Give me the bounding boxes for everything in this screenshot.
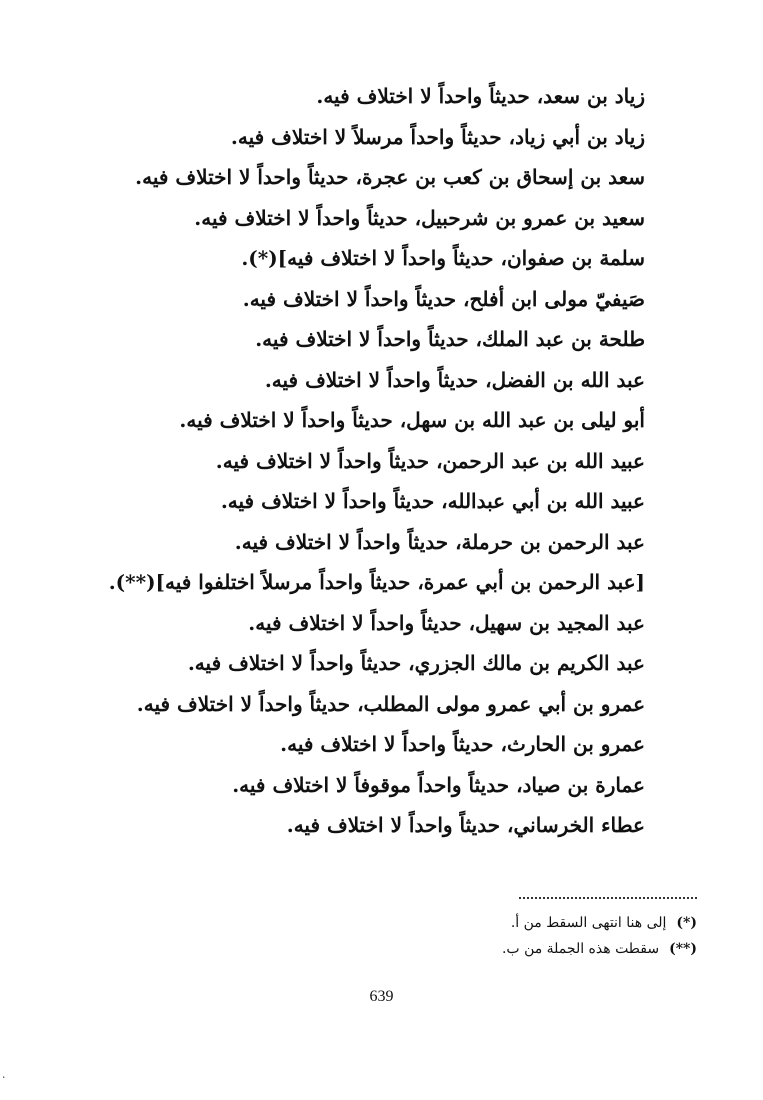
list-item: صَيفيّ مولى ابن أفلح، حديثاً واحداً لا اختلاف فيه. (242, 286, 645, 311)
footnote-text: سقطت هذه الجملة من ب. (501, 941, 660, 957)
list-item: عمارة بن صياد، حديثاً واحداً موقوفاً لا اختلاف فيه. (232, 772, 645, 797)
list-item: سلمة بن صفوان، حديثاً واحداً لا اختلاف فيه](*). (241, 246, 645, 270)
list-item: زياد بن سعد، حديثاً واحداً لا اختلاف فيه. (316, 84, 645, 108)
list-item: عبد الله بن الفضل، حديثاً واحداً لا اختلاف فيه. (264, 367, 645, 392)
list-item: عطاء الخرساني، حديثاً واحداً لا اختلاف فيه. (286, 813, 645, 837)
footnote-marker: (**) (669, 941, 697, 957)
list-item: سعد بن إسحاق بن كعب بن عجرة، حديثاً واحداً لا اختلاف فيه. (135, 165, 645, 189)
footnote-text: إلى هنا انتهى السقط من أ. (510, 915, 667, 931)
footnote (297, 936, 697, 962)
narrator-list (85, 76, 645, 846)
list-item: عبيد الله بن أبي عبدالله، حديثاً واحداً لا اختلاف فيه. (220, 489, 645, 513)
list-item: [عبد الرحمن بن أبي عمرة، حديثاً واحداً مرسلاً اختلفوا فيه](**). (108, 570, 645, 594)
footnote-divider (519, 897, 697, 899)
list-item: طلحة بن عبد الملك، حديثاً واحداً لا اختلاف فيه. (255, 327, 645, 351)
footnote-marker: (*) (676, 915, 697, 931)
list-item: عبد المجيد بن سهيل، حديثاً واحداً لا اختلاف فيه. (248, 610, 645, 635)
list-item: عبد الرحمن بن حرملة، حديثاً واحداً لا اختلاف فيه. (234, 529, 645, 554)
page-number: 639 (369, 988, 394, 1005)
list-item: أبو ليلى بن عبد الله بن سهل، حديثاً واحداً لا اختلاف فيه. (179, 408, 645, 432)
edge-mark: ٠ (1, 1072, 7, 1083)
footnotes (297, 910, 697, 962)
list-item: زياد بن أبي زياد، حديثاً واحداً مرسلاً لا اختلاف فيه. (230, 124, 645, 149)
list-item: عمرو بن أبي عمرو مولى المطلب، حديثاً واحداً لا اختلاف فيه. (136, 691, 645, 716)
list-item: عبد الكريم بن مالك الجزري، حديثاً واحداً لا اختلاف فيه. (187, 651, 645, 675)
list-item: عبيد الله بن عبد الرحمن، حديثاً واحداً لا اختلاف فيه. (215, 448, 645, 473)
footnote (297, 910, 697, 936)
list-item: عمرو بن الحارث، حديثاً واحداً لا اختلاف فيه. (280, 732, 645, 756)
list-item: سعيد بن عمرو بن شرحبيل، حديثاً واحداً لا اختلاف فيه. (194, 205, 645, 230)
